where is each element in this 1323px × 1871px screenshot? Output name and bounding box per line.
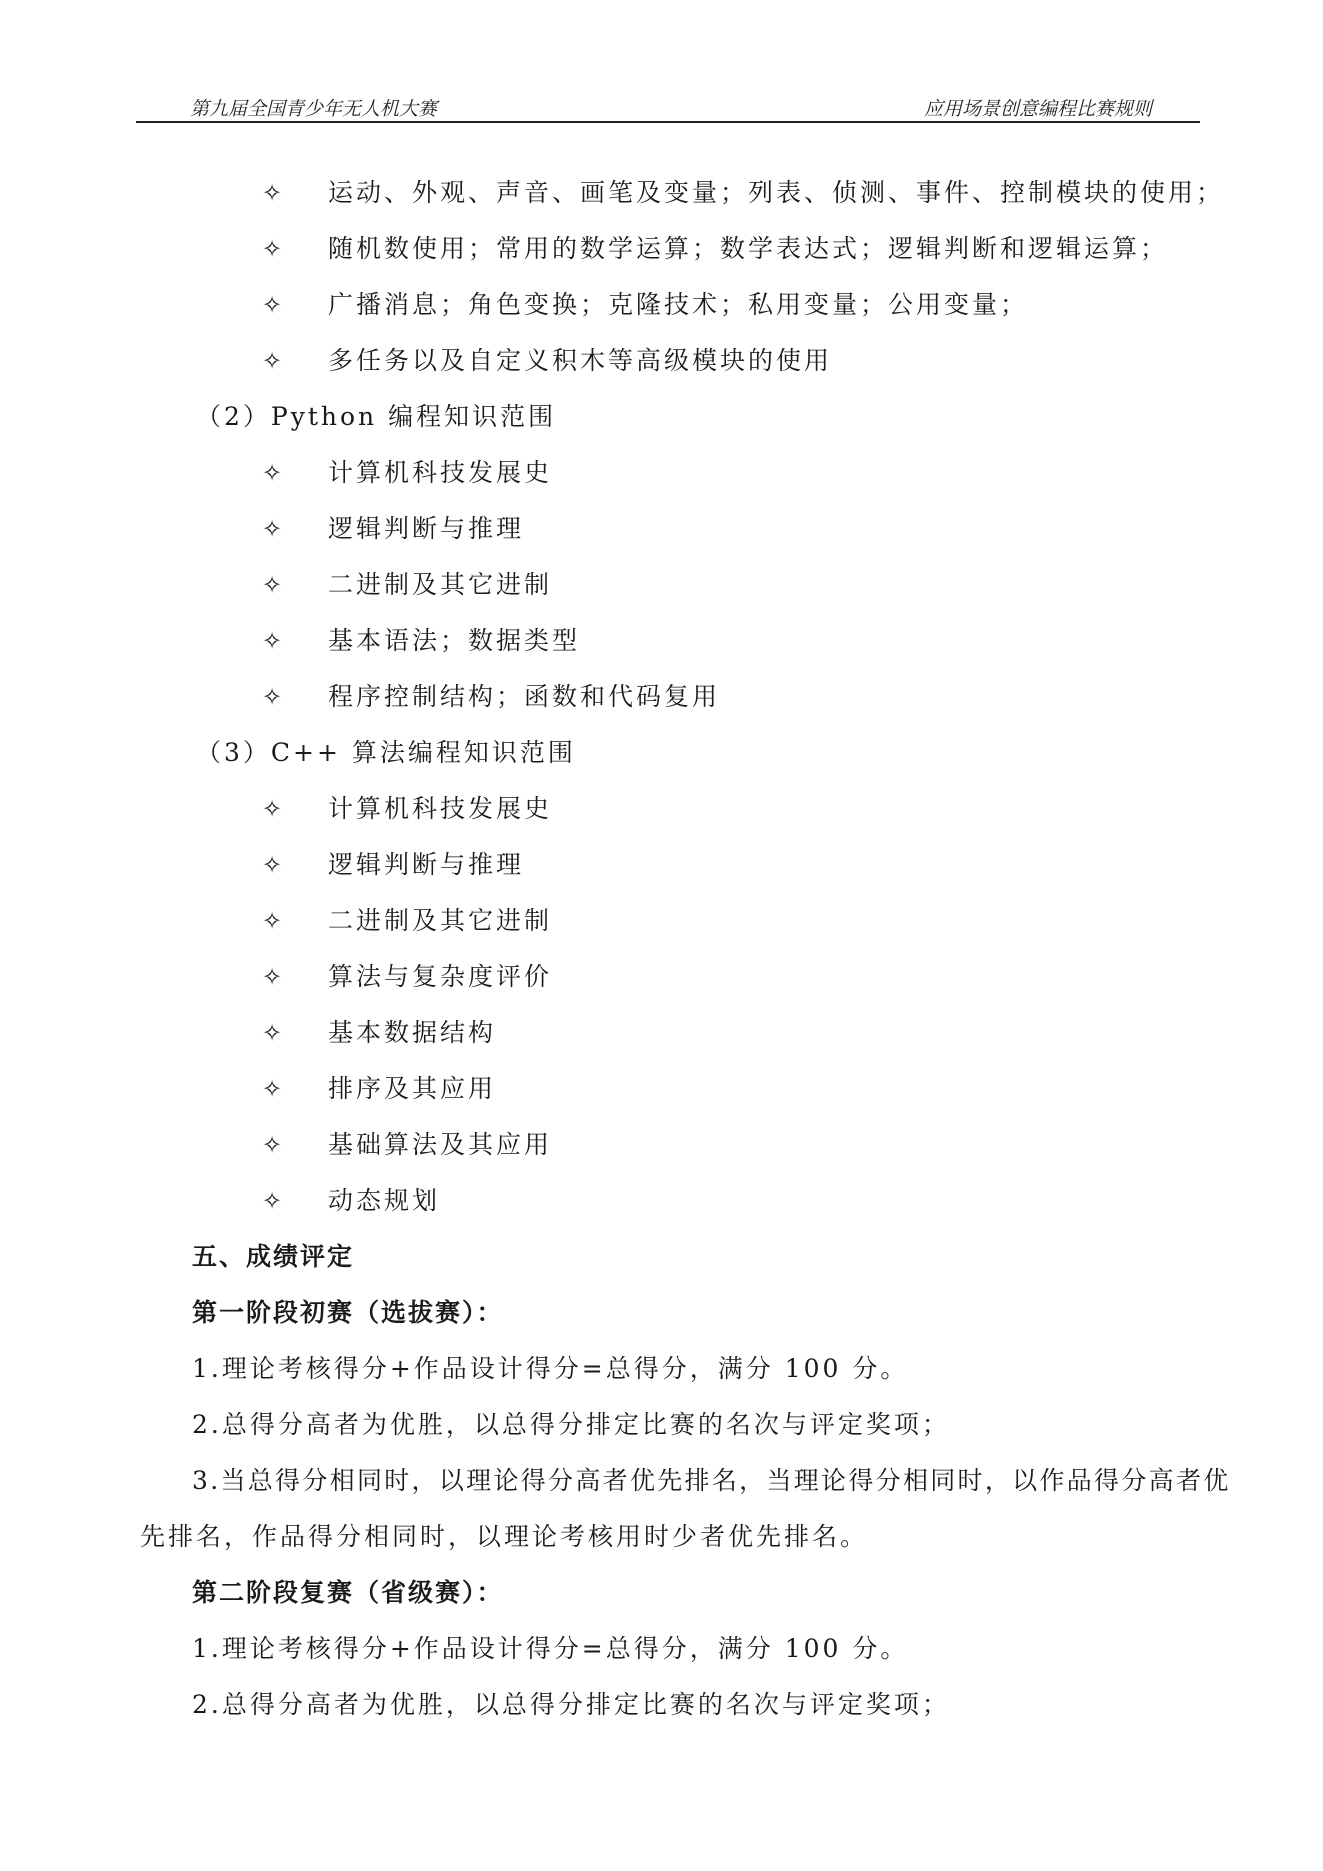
list-item-text: 程序控制结构；函数和代码复用 bbox=[328, 682, 721, 711]
paragraph bbox=[0, 1341, 1323, 1397]
document-body bbox=[0, 165, 1323, 1733]
diamond-bullet-icon: ✧ bbox=[262, 179, 286, 207]
list-item bbox=[0, 1061, 1323, 1117]
list-item-text: 逻辑判断与推理 bbox=[328, 850, 525, 879]
paragraph bbox=[0, 1677, 1323, 1733]
list-item-text: 随机数使用；常用的数学运算；数学表达式；逻辑判断和逻辑运算； bbox=[328, 234, 1169, 263]
list-item bbox=[0, 949, 1323, 1005]
list-item-text: 二进制及其它进制 bbox=[328, 570, 553, 599]
list-item bbox=[0, 613, 1323, 669]
list-item-text: 基础算法及其应用 bbox=[328, 1130, 553, 1159]
list-item bbox=[0, 445, 1323, 501]
stage1-heading-text: 第一阶段初赛（选拔赛）： bbox=[192, 1298, 504, 1327]
stage2-rule-1: 1.理论考核得分+作品设计得分=总得分，满分 100 分。 bbox=[192, 1634, 909, 1663]
list-item bbox=[0, 1117, 1323, 1173]
python-heading-text: （2）Python 编程知识范围 bbox=[196, 402, 557, 431]
list-item bbox=[0, 165, 1323, 221]
list-item bbox=[0, 1173, 1323, 1229]
list-item-text: 基本语法；数据类型 bbox=[328, 626, 581, 655]
header-divider bbox=[136, 121, 1200, 123]
diamond-bullet-icon: ✧ bbox=[262, 1075, 286, 1103]
diamond-bullet-icon: ✧ bbox=[262, 515, 286, 543]
diamond-bullet-icon: ✧ bbox=[262, 235, 286, 263]
list-item bbox=[0, 781, 1323, 837]
list-item-text: 排序及其应用 bbox=[328, 1074, 497, 1103]
list-item-text: 计算机科技发展史 bbox=[328, 458, 553, 487]
diamond-bullet-icon: ✧ bbox=[262, 571, 286, 599]
section5-heading-text: 五、成绩评定 bbox=[192, 1242, 355, 1271]
paragraph bbox=[0, 1509, 1323, 1565]
list-item-text: 计算机科技发展史 bbox=[328, 794, 553, 823]
subsection-heading-python bbox=[0, 389, 1323, 445]
stage1-rule-2: 2.总得分高者为优胜，以总得分排定比赛的名次与评定奖项； bbox=[192, 1410, 950, 1439]
section-heading bbox=[0, 1229, 1323, 1285]
diamond-bullet-icon: ✧ bbox=[262, 683, 286, 711]
diamond-bullet-icon: ✧ bbox=[262, 1187, 286, 1215]
paragraph bbox=[0, 1453, 1323, 1509]
list-item bbox=[0, 221, 1323, 277]
list-item-text: 运动、外观、声音、画笔及变量；列表、侦测、事件、控制模块的使用； bbox=[328, 178, 1225, 207]
stage1-rule-3-cont: 先排名，作品得分相同时，以理论考核用时少者优先排名。 bbox=[140, 1522, 869, 1551]
diamond-bullet-icon: ✧ bbox=[262, 627, 286, 655]
list-item bbox=[0, 557, 1323, 613]
diamond-bullet-icon: ✧ bbox=[262, 1019, 286, 1047]
diamond-bullet-icon: ✧ bbox=[262, 907, 286, 935]
cpp-heading-text: （3）C++ 算法编程知识范围 bbox=[196, 738, 576, 767]
list-item bbox=[0, 333, 1323, 389]
stage1-rule-3: 3.当总得分相同时，以理论得分高者优先排名，当理论得分相同时，以作品得分高者优 bbox=[192, 1466, 1231, 1495]
stage1-rule-1: 1.理论考核得分+作品设计得分=总得分，满分 100 分。 bbox=[192, 1354, 909, 1383]
list-item-text: 逻辑判断与推理 bbox=[328, 514, 525, 543]
list-item-text: 广播消息；角色变换；克隆技术；私用变量；公用变量； bbox=[328, 290, 1029, 319]
stage2-heading bbox=[0, 1565, 1323, 1621]
list-item-text: 动态规划 bbox=[328, 1186, 441, 1215]
paragraph bbox=[0, 1397, 1323, 1453]
list-item bbox=[0, 893, 1323, 949]
diamond-bullet-icon: ✧ bbox=[262, 459, 286, 487]
list-item-text: 多任务以及自定义积木等高级模块的使用 bbox=[328, 346, 833, 375]
page-header bbox=[136, 92, 1200, 122]
list-item-text: 二进制及其它进制 bbox=[328, 906, 553, 935]
list-item bbox=[0, 501, 1323, 557]
diamond-bullet-icon: ✧ bbox=[262, 291, 286, 319]
subsection-heading-cpp bbox=[0, 725, 1323, 781]
list-item bbox=[0, 277, 1323, 333]
list-item bbox=[0, 1005, 1323, 1061]
stage2-rule-2: 2.总得分高者为优胜，以总得分排定比赛的名次与评定奖项； bbox=[192, 1690, 950, 1719]
list-item bbox=[0, 669, 1323, 725]
stage1-heading bbox=[0, 1285, 1323, 1341]
list-item-text: 基本数据结构 bbox=[328, 1018, 497, 1047]
diamond-bullet-icon: ✧ bbox=[262, 1131, 286, 1159]
header-right-title: 应用场景创意编程比赛规则 bbox=[923, 98, 1152, 120]
stage2-heading-text: 第二阶段复赛（省级赛）： bbox=[192, 1578, 504, 1607]
diamond-bullet-icon: ✧ bbox=[262, 963, 286, 991]
paragraph bbox=[0, 1621, 1323, 1677]
header-left-title: 第九届全国青少年无人机大赛 bbox=[190, 98, 438, 120]
diamond-bullet-icon: ✧ bbox=[262, 851, 286, 879]
list-item bbox=[0, 837, 1323, 893]
list-item-text: 算法与复杂度评价 bbox=[328, 962, 553, 991]
diamond-bullet-icon: ✧ bbox=[262, 347, 286, 375]
diamond-bullet-icon: ✧ bbox=[262, 795, 286, 823]
